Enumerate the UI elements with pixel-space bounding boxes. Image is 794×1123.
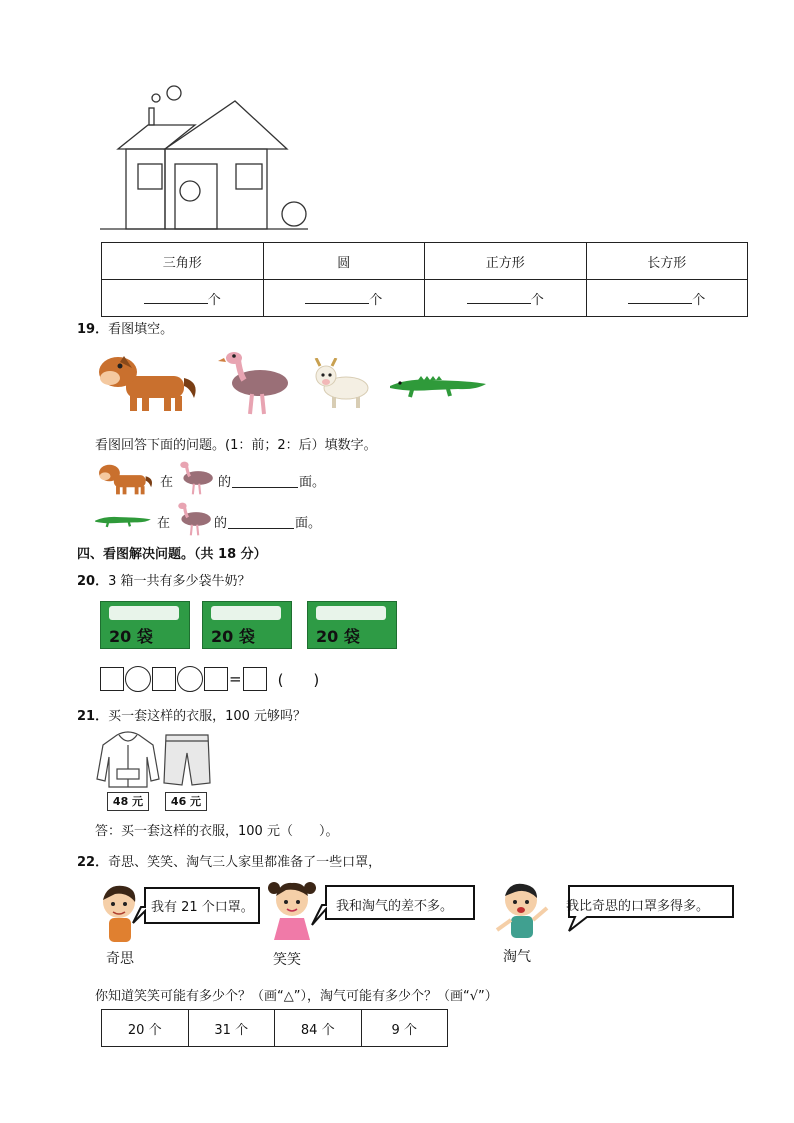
equation-box[interactable]: [100, 667, 124, 691]
chimney: [149, 108, 154, 125]
door-circle: [180, 181, 200, 201]
q20-heading: [77, 570, 251, 589]
header-triangle: 三角形: [102, 243, 264, 280]
equation-operator-circle[interactable]: [125, 666, 151, 692]
answer-cell-rectangle[interactable]: 个: [586, 280, 748, 317]
bubble-circle-large: [167, 86, 181, 100]
milk-box-2: [202, 601, 292, 649]
kid-taoqi-icon: [493, 880, 553, 944]
q21-title: 买一套这样的衣服，100 元够吗？: [108, 709, 307, 724]
goat-icon: [312, 358, 374, 410]
window-square-left: [138, 164, 162, 189]
q19-line1-zai: 在: [160, 475, 174, 490]
q21-number: 21．: [77, 709, 109, 724]
option-cell-31[interactable]: 31 个: [188, 1010, 275, 1047]
header-square: 正方形: [425, 243, 587, 280]
ball-circle: [282, 202, 306, 226]
answer-cell-square[interactable]: 个: [425, 280, 587, 317]
table-row: [102, 243, 748, 280]
horse-small-icon: [96, 462, 158, 496]
kid-name-xiaoxiao: 笑笑: [273, 952, 301, 968]
answer-cell-circle[interactable]: 个: [263, 280, 425, 317]
speech-text-qisi: 我有 21 个口罩。: [151, 900, 254, 915]
q22-number: 22．: [77, 855, 109, 870]
speech-text-xiaoxiao: 我和淘气的差不多。: [336, 899, 454, 914]
q19-line1-de: 的: [218, 475, 232, 490]
equation-box[interactable]: [204, 667, 228, 691]
equation-operator-circle[interactable]: [177, 666, 203, 692]
kid-name-qisi: 奇思: [106, 951, 134, 967]
equation-box[interactable]: [152, 667, 176, 691]
unit-parentheses[interactable]: ( ): [277, 670, 320, 689]
answer-cell-triangle[interactable]: 个: [102, 280, 264, 317]
q19-line1-mian: 面。: [299, 475, 326, 490]
q22-heading: [77, 851, 381, 870]
house-drawing: [95, 80, 325, 235]
speech-text-taoqi: 我比奇思的口罩多得多。: [566, 899, 710, 914]
milk-box-label: 20 袋: [109, 627, 153, 646]
bubble-circle-small: [152, 94, 160, 102]
q20-title: 3 箱一共有多少袋牛奶？: [108, 574, 251, 589]
q19-line2-de: 的: [214, 516, 228, 531]
ostrich-small-icon-2: [174, 501, 214, 537]
option-cell-20[interactable]: 20 个: [102, 1010, 189, 1047]
pants-icon: [162, 731, 212, 787]
q21-heading: [77, 705, 306, 724]
option-cell-84[interactable]: 84 个: [275, 1010, 362, 1047]
q19-line1-blank[interactable]: [232, 473, 298, 488]
q21-answer: 答：买一套这样的衣服，100 元（ ）。: [95, 824, 339, 839]
q19-heading: [77, 318, 173, 337]
ostrich-icon: [218, 350, 294, 416]
header-circle: 圆: [263, 243, 425, 280]
table-row: [102, 280, 748, 317]
q22-question: 你知道笑笑可能有多少个？（画“△”），淘气可能有多少个？（画“√”）: [95, 989, 498, 1004]
milk-box-label: 20 袋: [316, 627, 360, 646]
shapes-count-table: [101, 242, 748, 317]
kid-name-taoqi: 淘气: [503, 949, 531, 965]
q19-line2-mian: 面。: [295, 516, 322, 531]
equals-sign: =: [229, 670, 242, 688]
table-row: [102, 1010, 448, 1047]
q22-title: 奇思、笑笑、淘气三人家里都准备了一些口罩，: [108, 855, 382, 870]
option-cell-9[interactable]: 9 个: [361, 1010, 448, 1047]
q19-instruction: 看图回答下面的问题。(1：前；2：后）填数字。: [95, 438, 377, 453]
crocodile-icon: [388, 372, 488, 398]
window-square-right: [236, 164, 262, 189]
q19-number: 19．: [77, 322, 109, 337]
pants-price-tag: 46 元: [165, 792, 207, 811]
hoodie-icon: [95, 731, 161, 789]
milk-box-3: [307, 601, 397, 649]
q20-equation: [100, 666, 319, 692]
q22-options-table: [101, 1009, 448, 1047]
horse-icon: [98, 352, 202, 414]
q20-number: 20．: [77, 574, 109, 589]
ostrich-small-icon: [176, 460, 216, 496]
q19-line2-zai: 在: [157, 516, 171, 531]
equation-result-box[interactable]: [243, 667, 267, 691]
hoodie-price-tag: 48 元: [107, 792, 149, 811]
crocodile-small-icon: [94, 512, 152, 528]
q19-title: 看图填空。: [108, 322, 174, 337]
q19-line2-blank[interactable]: [228, 514, 294, 529]
milk-box-label: 20 袋: [211, 627, 255, 646]
header-rectangle: 长方形: [586, 243, 748, 280]
milk-box-1: [100, 601, 190, 649]
section-4-title: 四、看图解决问题。（共 18 分）: [77, 547, 267, 562]
